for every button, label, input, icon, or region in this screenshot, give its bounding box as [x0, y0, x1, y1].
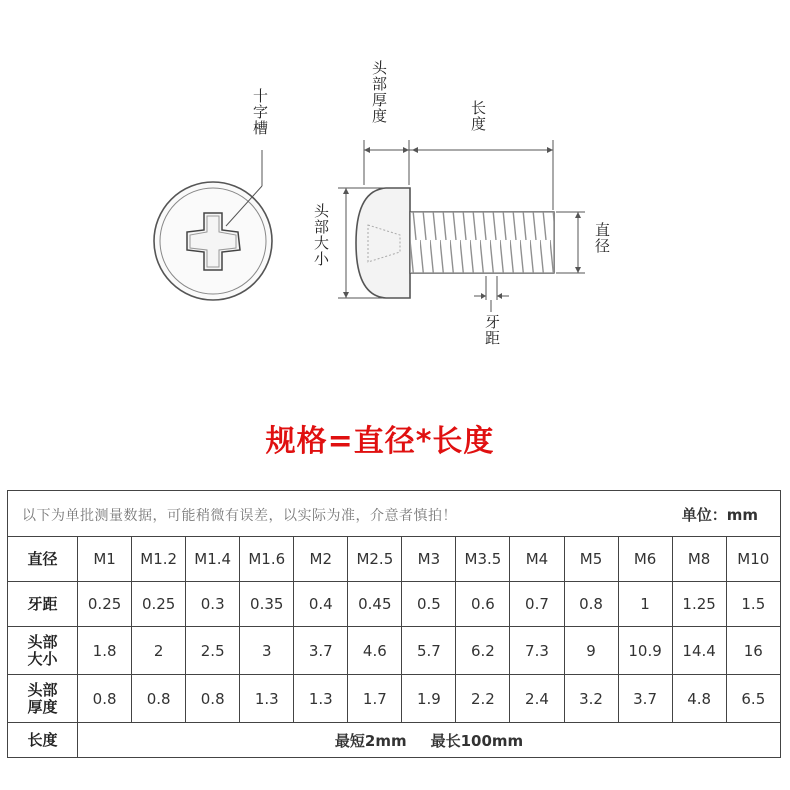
row-header-line2: 厚度	[27, 697, 58, 716]
head-size-label: 头部大小	[312, 203, 330, 267]
table-cell: 0.5	[402, 582, 456, 627]
row-header-line2: 大小	[27, 649, 58, 668]
table-cell: 1.3	[240, 675, 294, 723]
length-label: 长度	[469, 100, 487, 132]
table-cell: 9	[564, 627, 618, 675]
row-header-line1: 头部	[27, 632, 58, 651]
table-cell: 0.25	[78, 582, 132, 627]
table-cell: 0.45	[348, 582, 402, 627]
row-header-line1: 头部	[27, 680, 58, 699]
diameter-label: 直径	[593, 222, 611, 254]
table-cell: 10.9	[618, 627, 672, 675]
length-dim	[409, 140, 553, 210]
spec-title: 规格=直径*长度	[265, 424, 495, 459]
table-cell: 1	[618, 582, 672, 627]
table-cell: 4.6	[348, 627, 402, 675]
note-row	[8, 491, 781, 537]
table-cell: 1.7	[348, 675, 402, 723]
table-cell: 0.35	[240, 582, 294, 627]
table-cell: 1.25	[672, 582, 726, 627]
table-cell: M2	[294, 537, 348, 582]
table-cell: 1.8	[78, 627, 132, 675]
table-cell: M3.5	[456, 537, 510, 582]
max-length: 最长100mm	[430, 731, 524, 750]
table-cell: 5.7	[402, 627, 456, 675]
pitch-row	[8, 582, 781, 627]
table-cell: M6	[618, 537, 672, 582]
table-cell: 2.5	[186, 627, 240, 675]
row-header	[8, 675, 78, 723]
min-length: 最短2mm	[334, 731, 407, 750]
head-thickness-row	[8, 675, 781, 723]
row-header: 牙距	[8, 582, 78, 627]
table-cell: M10	[726, 537, 780, 582]
table-cell: M3	[402, 537, 456, 582]
note-cell	[8, 491, 781, 537]
table-cell: 3	[240, 627, 294, 675]
table-cell: 3.2	[564, 675, 618, 723]
diameter-row	[8, 537, 781, 582]
row-header	[8, 627, 78, 675]
head-thickness-dim	[364, 140, 409, 185]
cross-slot-label: 十字槽	[251, 88, 269, 136]
pitch-label: 牙距	[483, 314, 501, 346]
head-top-view	[154, 182, 272, 300]
table-cell: M5	[564, 537, 618, 582]
table-cell: 6.2	[456, 627, 510, 675]
table-cell: 0.6	[456, 582, 510, 627]
table-cell: 0.8	[564, 582, 618, 627]
table-cell: 3.7	[618, 675, 672, 723]
table-cell: 1.3	[294, 675, 348, 723]
table-cell: 0.4	[294, 582, 348, 627]
table-cell: 0.25	[132, 582, 186, 627]
row-header: 直径	[8, 537, 78, 582]
table-cell: 0.8	[132, 675, 186, 723]
table-cell: 1.5	[726, 582, 780, 627]
diameter-dim	[556, 212, 585, 273]
table-cell: 16	[726, 627, 780, 675]
table-cell: 0.8	[186, 675, 240, 723]
length-range-cell	[78, 723, 781, 758]
table-cell: 0.3	[186, 582, 240, 627]
table-cell: 0.8	[78, 675, 132, 723]
table-cell: 0.7	[510, 582, 564, 627]
table-cell: 14.4	[672, 627, 726, 675]
table-cell: 2	[132, 627, 186, 675]
table-cell: 1.9	[402, 675, 456, 723]
table-cell: M2.5	[348, 537, 402, 582]
table-cell: 6.5	[726, 675, 780, 723]
table-cell: 4.8	[672, 675, 726, 723]
table-cell: M1.4	[186, 537, 240, 582]
head-size-row	[8, 627, 781, 675]
table-cell: M1	[78, 537, 132, 582]
unit-label: 单位：mm	[681, 506, 758, 524]
table-cell: 2.2	[456, 675, 510, 723]
spec-table	[7, 490, 781, 758]
table-cell: M1.2	[132, 537, 186, 582]
table-cell: M4	[510, 537, 564, 582]
screw-side-view	[356, 188, 554, 298]
table-cell: M8	[672, 537, 726, 582]
pitch-dim	[474, 276, 509, 312]
measurement-note: 以下为单批测量数据，可能稍微有误差，以实际为准，介意者慎拍！	[22, 508, 457, 524]
head-thickness-label: 头部厚度	[370, 60, 388, 124]
length-row	[8, 723, 781, 758]
table-cell: 7.3	[510, 627, 564, 675]
table-cell: M1.6	[240, 537, 294, 582]
table-cell: 3.7	[294, 627, 348, 675]
table-cell: 2.4	[510, 675, 564, 723]
row-header: 长度	[8, 723, 78, 758]
